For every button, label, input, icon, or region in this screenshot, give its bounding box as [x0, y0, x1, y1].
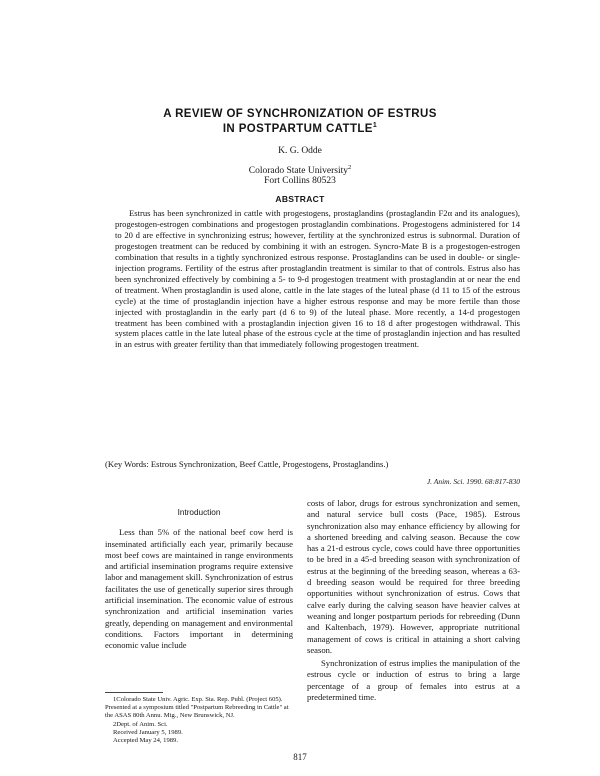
footnote-rule	[105, 692, 163, 693]
footnote-1: 1Colorado State Univ. Agric. Exp. Sta. Rep. Publ. (Project 605). Presented at a symposium titled "Postpartum Rebreeding in Cattle" at the ASAS 80th Annu. Mtg., New Brunswick, NJ.	[105, 696, 289, 720]
right-paragraph-2: Synchronization of estrus implies the manipulation of the estrous cycle or induction of estrus to bring a large percentage of a group of females into estrus at a predetermined time.	[307, 658, 520, 703]
left-column	[105, 507, 293, 652]
author-name: K. G. Odde	[278, 146, 322, 156]
affiliation-line1	[0, 164, 600, 176]
paper-title-text-1: A REVIEW OF SYNCHRONIZATION OF ESTRUS	[163, 108, 437, 120]
intro-paragraph: Less than 5% of the national beef cow herd is inseminated artificially each year, primarily because most beef cows are maintained in range environments and artificial insemination programs require extensive labor and management skill. Synchronization of estrus facilitates the use of genetically superior sires through artificial insemination. The economic value of estrous synchronization and artificial insemination varies greatly, depending on management and environmental conditions. Factors important in determining economic value include	[105, 527, 293, 651]
paper-title-line1	[0, 108, 600, 120]
right-paragraph-1: costs of labor, drugs for estrous synchronization and semen, and natural service bull costs (Pace, 1985). Estrous synchronization also may enhance efficiency by allowing for a shortened breeding and calving season. Because the cow has a 21-d estrous cycle, cows could have three opportunities to be bred in a 45-d breeding season with synchronization of estrus at the beginning of the breeding season, whereas a 63-d breeding season would be required for three breeding opportunities without synchronization of estrus. Cows that calve early during the calving season have heavier calves at weaning and longer postpartum periods for rebreeding (Dunn and Kaltenbach, 1979). However, appropriate nutritional management of cows is critical in attaining a short calving season.	[307, 498, 520, 655]
affiliation-name: Colorado State University	[248, 166, 348, 177]
footnote-2: 2Dept. of Anim. Sci.	[113, 720, 168, 728]
footnotes	[105, 696, 295, 745]
paper-title-line2	[0, 122, 600, 135]
affiliation-line2: Fort Collins 80523	[264, 176, 336, 186]
affiliation-footnote-marker: 2	[347, 164, 352, 171]
page-number: 817	[293, 752, 307, 762]
accepted-date: Accepted May 24, 1989.	[113, 737, 179, 745]
received-date: Received January 5, 1989.	[113, 728, 183, 736]
right-column	[307, 498, 520, 703]
title-footnote-marker: 1	[372, 122, 378, 129]
introduction-heading: Introduction	[177, 508, 221, 517]
paper-title-text-2: IN POSTPARTUM CATTLE	[222, 122, 373, 135]
key-words: (Key Words: Estrous Synchronization, Beef Cattle, Progestogens, Prostaglandins.)	[105, 459, 389, 469]
abstract-heading: ABSTRACT	[275, 194, 325, 204]
journal-citation: J. Anim. Sci. 1990. 68:817-830	[426, 477, 520, 486]
abstract-body: Estrus has been synchronized in cattle with progestogens, prostaglandins (prostaglandin F2α and its analogues), progestogen-estrogen combinations and progestogen prostaglandin combinations. Progestogens administered for 14 to 20 d are effective in synchronizing estrus; however, fertility at the synchronized estrus is subnormal. Duration of progestogen treatment can be reduced by combining it with an estrogen. Syncro-Mate B is a progestogen-estrogen combination that results in a tightly synchronized estrous response. Prostaglandins can be used in double- or single-injection programs. Fertility of the estrus after prostaglandin treatment is similar to that of controls. Estrus also has been synchronized effectively by combining a 5- to 9-d progestogen treatment with prostaglandin at or near the end of treatment. When prostaglandin is used alone, cattle in the late stages of the luteal phase (d 11 to 15 of the estrous cycle) at the time of prostaglandin injection have a higher estrous response and may be more fertile than those injected with prostaglandin in the early part (d 6 to 9) of the luteal phase. More recently, a 14-d progestogen treatment has been combined with a prostaglandin injection given 16 to 18 d after progestogen withdrawal. This system places cattle in the late luteal phase of the estrous cycle at the time of prostaglandin injection and has resulted in an estrus with greater fertility than that immediately following progestogen treatment.	[115, 208, 520, 350]
